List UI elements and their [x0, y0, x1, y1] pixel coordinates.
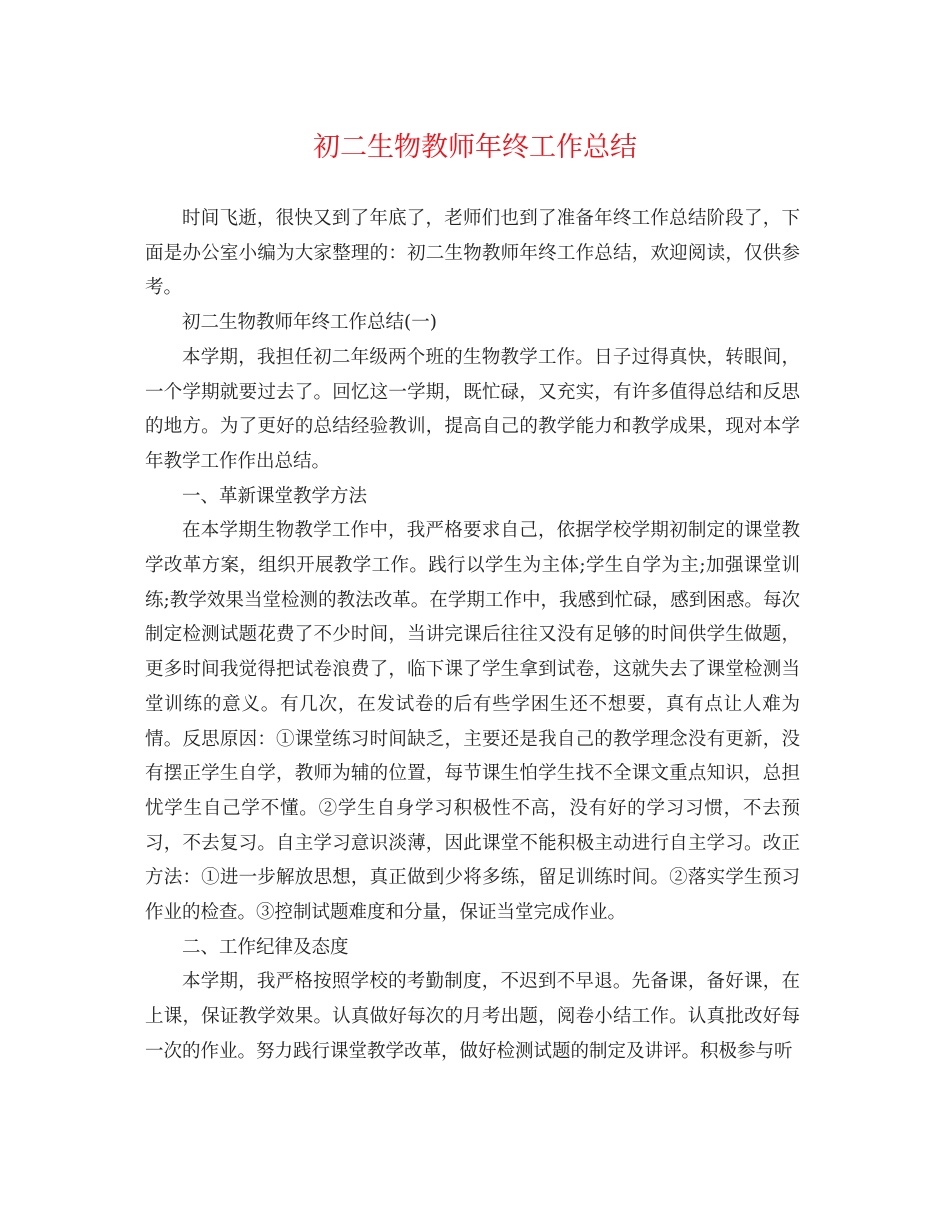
body-paragraph: 在本学期生物教学工作中，我严格要求自己，依据学校学期初制定的课堂教学改革方案，组织开展教学工作。践行以学生为主体;学生自学为主;加强课堂训练;教学效果当堂检测的教法改革。在学期工作中，我感到忙碌，感到困惑。每次制定检测试题花费了不少时间，当讲完课后往往又没有足够的时间供学生做题，更多时间我觉得把试卷浪费了，临下课了学生拿到试卷，这就失去了课堂检测当堂训练的意义。有几次，在发试卷的后有些学困生还不想要，真有点让人难为情。反思原因：①课堂练习时间缺乏，主要还是我自己的教学理念没有更新，没有摆正学生自学，教师为辅的位置，每节课生怕学生找不全课文重点知识，总担忧学生自己学不懂。②学生自身学习积极性不高，没有好的学习习惯，不去预习，不去复习。自主学习意识淡薄，因此课堂不能积极主动进行自主学习。改正方法：①进一步解放思想，真正做到少将多练，留足训练时间。②落实学生预习作业的检查。③控制试题难度和分量，保证当堂完成作业。	[145, 520, 800, 924]
section-heading: 初二生物教师年终工作总结(一)	[182, 312, 437, 334]
body-paragraph: 本学期，我担任初二年级两个班的生物教学工作。日子过得真快，转眼间，一个学期就要过去了。回忆这一学期，既忙碌，又充实，有许多值得总结和反思的地方。为了更好的总结经验教训，提高自己的教学能力和教学成果，现对本学年教学工作作出总结。	[145, 346, 800, 472]
intro-paragraph: 时间飞逝，很快又到了年底了，老师们也到了准备年终工作总结阶段了，下面是办公室小编为大家整理的：初二生物教师年终工作总结，欢迎阅读，仅供参考。	[145, 208, 800, 299]
subsection-heading: 二、工作纪律及态度	[182, 936, 349, 958]
body-paragraph: 本学期，我严格按照学校的考勤制度，不迟到不早退。先备课，备好课，在上课，保证教学效果。认真做好每次的月考出题，阅卷小结工作。认真批改好每一次的作业。努力践行课堂教学改革，做好检测试题的制定及讲评。积极参与听	[145, 971, 800, 1062]
document-body	[145, 202, 800, 1070]
subsection-heading: 一、革新课堂教学方法	[182, 485, 368, 507]
document-title: 初二生物教师年终工作总结	[313, 132, 637, 163]
